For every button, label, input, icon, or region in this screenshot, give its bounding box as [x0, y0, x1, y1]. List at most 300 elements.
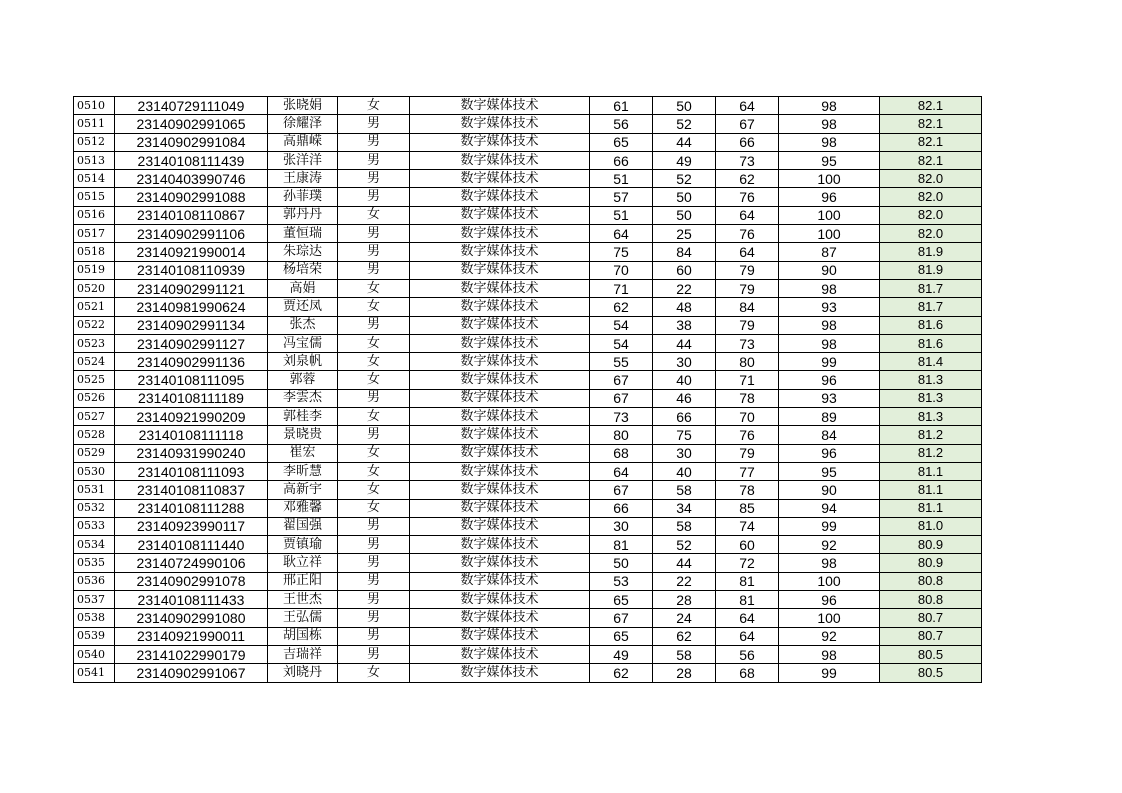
- major-cell: 数字媒体技术: [410, 334, 590, 352]
- student-name-cell: 董恒瑞: [268, 225, 338, 243]
- major-cell: 数字媒体技术: [410, 554, 590, 572]
- student-name-cell: 朱琮达: [268, 243, 338, 261]
- major-cell: 数字媒体技术: [410, 170, 590, 188]
- table-row: [74, 316, 982, 334]
- score-3-cell: 79: [716, 444, 779, 462]
- score-4-cell: 89: [779, 408, 880, 426]
- student-id-cell: 23140108110837: [115, 481, 268, 499]
- score-3-cell: 78: [716, 389, 779, 407]
- total-score-cell: 80.9: [880, 536, 982, 554]
- row-number-cell: 0512: [74, 133, 115, 151]
- gender-cell: 女: [338, 298, 410, 316]
- major-cell: 数字媒体技术: [410, 536, 590, 554]
- major-cell: 数字媒体技术: [410, 517, 590, 535]
- row-number-cell: 0518: [74, 243, 115, 261]
- total-score-cell: 81.3: [880, 389, 982, 407]
- score-1-cell: 65: [590, 591, 653, 609]
- major-cell: 数字媒体技术: [410, 188, 590, 206]
- table-row: [74, 97, 982, 115]
- score-4-cell: 96: [779, 188, 880, 206]
- row-number-cell: 0522: [74, 316, 115, 334]
- score-1-cell: 57: [590, 188, 653, 206]
- total-score-cell: 80.7: [880, 609, 982, 627]
- table-row: [74, 462, 982, 480]
- row-number-cell: 0533: [74, 517, 115, 535]
- student-id-cell: 23140403990746: [115, 170, 268, 188]
- major-cell: 数字媒体技术: [410, 664, 590, 682]
- score-3-cell: 64: [716, 97, 779, 115]
- total-score-cell: 81.1: [880, 499, 982, 517]
- student-name-cell: 贾镇瑜: [268, 536, 338, 554]
- student-name-cell: 张杰: [268, 316, 338, 334]
- score-2-cell: 34: [653, 499, 716, 517]
- student-id-cell: 23140108111440: [115, 536, 268, 554]
- score-4-cell: 96: [779, 371, 880, 389]
- score-4-cell: 100: [779, 170, 880, 188]
- row-number-cell: 0516: [74, 206, 115, 224]
- score-2-cell: 48: [653, 298, 716, 316]
- total-score-cell: 81.3: [880, 371, 982, 389]
- table-row: [74, 645, 982, 663]
- major-cell: 数字媒体技术: [410, 279, 590, 297]
- gender-cell: 女: [338, 462, 410, 480]
- major-cell: 数字媒体技术: [410, 225, 590, 243]
- score-3-cell: 81: [716, 591, 779, 609]
- table-row: [74, 572, 982, 590]
- score-1-cell: 51: [590, 170, 653, 188]
- table-row: [74, 536, 982, 554]
- major-cell: 数字媒体技术: [410, 462, 590, 480]
- student-id-cell: 23141022990179: [115, 645, 268, 663]
- total-score-cell: 81.7: [880, 279, 982, 297]
- major-cell: 数字媒体技术: [410, 499, 590, 517]
- student-name-cell: 刘泉帆: [268, 353, 338, 371]
- total-score-cell: 80.7: [880, 627, 982, 645]
- row-number-cell: 0510: [74, 97, 115, 115]
- gender-cell: 男: [338, 517, 410, 535]
- row-number-cell: 0541: [74, 664, 115, 682]
- score-2-cell: 50: [653, 97, 716, 115]
- gender-cell: 女: [338, 444, 410, 462]
- student-name-cell: 贾还凤: [268, 298, 338, 316]
- score-2-cell: 75: [653, 426, 716, 444]
- score-3-cell: 76: [716, 225, 779, 243]
- gender-cell: 男: [338, 261, 410, 279]
- total-score-cell: 82.1: [880, 97, 982, 115]
- major-cell: 数字媒体技术: [410, 261, 590, 279]
- student-id-cell: 23140902991127: [115, 334, 268, 352]
- gender-cell: 男: [338, 115, 410, 133]
- student-name-cell: 王弘儒: [268, 609, 338, 627]
- student-name-cell: 翟国强: [268, 517, 338, 535]
- student-name-cell: 吉瑞祥: [268, 645, 338, 663]
- student-name-cell: 高新宇: [268, 481, 338, 499]
- score-4-cell: 98: [779, 334, 880, 352]
- student-id-cell: 23140724990106: [115, 554, 268, 572]
- score-4-cell: 84: [779, 426, 880, 444]
- score-4-cell: 98: [779, 554, 880, 572]
- major-cell: 数字媒体技术: [410, 151, 590, 169]
- table-row: [74, 279, 982, 297]
- score-4-cell: 98: [779, 97, 880, 115]
- major-cell: 数字媒体技术: [410, 426, 590, 444]
- student-id-cell: 23140981990624: [115, 298, 268, 316]
- score-2-cell: 30: [653, 353, 716, 371]
- score-1-cell: 80: [590, 426, 653, 444]
- score-3-cell: 84: [716, 298, 779, 316]
- score-3-cell: 64: [716, 206, 779, 224]
- major-cell: 数字媒体技术: [410, 133, 590, 151]
- score-1-cell: 53: [590, 572, 653, 590]
- row-number-cell: 0520: [74, 279, 115, 297]
- total-score-cell: 81.2: [880, 444, 982, 462]
- score-1-cell: 67: [590, 389, 653, 407]
- table-row: [74, 151, 982, 169]
- row-number-cell: 0530: [74, 462, 115, 480]
- student-id-cell: 23140902991088: [115, 188, 268, 206]
- gender-cell: 男: [338, 645, 410, 663]
- score-2-cell: 49: [653, 151, 716, 169]
- student-id-cell: 23140921990014: [115, 243, 268, 261]
- gender-cell: 女: [338, 664, 410, 682]
- score-2-cell: 60: [653, 261, 716, 279]
- table-row: [74, 517, 982, 535]
- table-row: [74, 298, 982, 316]
- student-name-cell: 郭丹丹: [268, 206, 338, 224]
- gender-cell: 女: [338, 97, 410, 115]
- gender-cell: 女: [338, 481, 410, 499]
- score-3-cell: 66: [716, 133, 779, 151]
- score-3-cell: 60: [716, 536, 779, 554]
- table-row: [74, 353, 982, 371]
- major-cell: 数字媒体技术: [410, 316, 590, 334]
- score-4-cell: 98: [779, 279, 880, 297]
- total-score-cell: 81.4: [880, 353, 982, 371]
- score-3-cell: 79: [716, 279, 779, 297]
- table-row: [74, 170, 982, 188]
- student-id-cell: 23140921990209: [115, 408, 268, 426]
- student-name-cell: 张洋洋: [268, 151, 338, 169]
- total-score-cell: 81.9: [880, 243, 982, 261]
- total-score-cell: 81.6: [880, 316, 982, 334]
- score-2-cell: 22: [653, 572, 716, 590]
- score-2-cell: 38: [653, 316, 716, 334]
- table-row: [74, 627, 982, 645]
- score-1-cell: 73: [590, 408, 653, 426]
- student-name-cell: 张晓娟: [268, 97, 338, 115]
- major-cell: 数字媒体技术: [410, 481, 590, 499]
- table-row: [74, 389, 982, 407]
- table-row: [74, 225, 982, 243]
- student-name-cell: 景晓贵: [268, 426, 338, 444]
- score-3-cell: 72: [716, 554, 779, 572]
- gender-cell: 男: [338, 554, 410, 572]
- total-score-cell: 82.1: [880, 133, 982, 151]
- student-id-cell: 23140902991121: [115, 279, 268, 297]
- student-name-cell: 李昕慧: [268, 462, 338, 480]
- major-cell: 数字媒体技术: [410, 243, 590, 261]
- gender-cell: 女: [338, 206, 410, 224]
- score-2-cell: 44: [653, 334, 716, 352]
- table-row: [74, 591, 982, 609]
- score-2-cell: 44: [653, 133, 716, 151]
- score-2-cell: 52: [653, 536, 716, 554]
- total-score-cell: 81.1: [880, 481, 982, 499]
- major-cell: 数字媒体技术: [410, 645, 590, 663]
- score-3-cell: 79: [716, 316, 779, 334]
- student-id-cell: 23140902991078: [115, 572, 268, 590]
- row-number-cell: 0532: [74, 499, 115, 517]
- gender-cell: 女: [338, 371, 410, 389]
- total-score-cell: 80.8: [880, 591, 982, 609]
- gender-cell: 男: [338, 170, 410, 188]
- total-score-cell: 82.0: [880, 206, 982, 224]
- score-1-cell: 75: [590, 243, 653, 261]
- score-1-cell: 51: [590, 206, 653, 224]
- total-score-cell: 81.9: [880, 261, 982, 279]
- score-1-cell: 64: [590, 462, 653, 480]
- student-name-cell: 邢正阳: [268, 572, 338, 590]
- table-row: [74, 334, 982, 352]
- student-name-cell: 王康涛: [268, 170, 338, 188]
- student-id-cell: 23140108111093: [115, 462, 268, 480]
- row-number-cell: 0517: [74, 225, 115, 243]
- major-cell: 数字媒体技术: [410, 298, 590, 316]
- score-4-cell: 98: [779, 645, 880, 663]
- student-name-cell: 崔宏: [268, 444, 338, 462]
- gender-cell: 男: [338, 627, 410, 645]
- table-row: [74, 408, 982, 426]
- student-id-cell: 23140902991136: [115, 353, 268, 371]
- row-number-cell: 0534: [74, 536, 115, 554]
- gender-cell: 女: [338, 408, 410, 426]
- score-1-cell: 56: [590, 115, 653, 133]
- total-score-cell: 80.8: [880, 572, 982, 590]
- gender-cell: 男: [338, 151, 410, 169]
- row-number-cell: 0537: [74, 591, 115, 609]
- score-3-cell: 68: [716, 664, 779, 682]
- row-number-cell: 0540: [74, 645, 115, 663]
- score-1-cell: 67: [590, 609, 653, 627]
- major-cell: 数字媒体技术: [410, 389, 590, 407]
- score-1-cell: 55: [590, 353, 653, 371]
- score-4-cell: 99: [779, 664, 880, 682]
- major-cell: 数字媒体技术: [410, 627, 590, 645]
- gender-cell: 男: [338, 572, 410, 590]
- row-number-cell: 0524: [74, 353, 115, 371]
- score-1-cell: 66: [590, 151, 653, 169]
- gender-cell: 男: [338, 389, 410, 407]
- student-id-cell: 23140108111095: [115, 371, 268, 389]
- student-name-cell: 徐耀泽: [268, 115, 338, 133]
- gender-cell: 女: [338, 499, 410, 517]
- score-2-cell: 46: [653, 389, 716, 407]
- gender-cell: 男: [338, 316, 410, 334]
- student-id-cell: 23140108111439: [115, 151, 268, 169]
- student-id-cell: 23140902991065: [115, 115, 268, 133]
- score-2-cell: 62: [653, 627, 716, 645]
- score-3-cell: 80: [716, 353, 779, 371]
- score-2-cell: 58: [653, 481, 716, 499]
- major-cell: 数字媒体技术: [410, 97, 590, 115]
- row-number-cell: 0531: [74, 481, 115, 499]
- table-row: [74, 481, 982, 499]
- score-2-cell: 58: [653, 517, 716, 535]
- score-2-cell: 66: [653, 408, 716, 426]
- row-number-cell: 0521: [74, 298, 115, 316]
- student-name-cell: 刘晓丹: [268, 664, 338, 682]
- student-id-cell: 23140902991106: [115, 225, 268, 243]
- score-3-cell: 64: [716, 627, 779, 645]
- major-cell: 数字媒体技术: [410, 115, 590, 133]
- total-score-cell: 82.1: [880, 151, 982, 169]
- score-1-cell: 50: [590, 554, 653, 572]
- total-score-cell: 82.1: [880, 115, 982, 133]
- student-name-cell: 杨培荣: [268, 261, 338, 279]
- student-id-cell: 23140921990011: [115, 627, 268, 645]
- major-cell: 数字媒体技术: [410, 206, 590, 224]
- table-row: [74, 261, 982, 279]
- major-cell: 数字媒体技术: [410, 591, 590, 609]
- score-4-cell: 99: [779, 353, 880, 371]
- major-cell: 数字媒体技术: [410, 572, 590, 590]
- score-1-cell: 71: [590, 279, 653, 297]
- table-row: [74, 371, 982, 389]
- gender-cell: 女: [338, 353, 410, 371]
- student-name-cell: 孙菲璞: [268, 188, 338, 206]
- total-score-cell: 82.0: [880, 188, 982, 206]
- student-id-cell: 23140902991080: [115, 609, 268, 627]
- score-4-cell: 95: [779, 151, 880, 169]
- score-3-cell: 71: [716, 371, 779, 389]
- gender-cell: 女: [338, 334, 410, 352]
- gender-cell: 男: [338, 188, 410, 206]
- student-id-cell: 23140108110867: [115, 206, 268, 224]
- score-3-cell: 64: [716, 609, 779, 627]
- score-1-cell: 65: [590, 133, 653, 151]
- total-score-cell: 80.5: [880, 645, 982, 663]
- student-id-cell: 23140923990117: [115, 517, 268, 535]
- total-score-cell: 81.1: [880, 462, 982, 480]
- row-number-cell: 0527: [74, 408, 115, 426]
- student-name-cell: 郭蓉: [268, 371, 338, 389]
- row-number-cell: 0539: [74, 627, 115, 645]
- row-number-cell: 0515: [74, 188, 115, 206]
- major-cell: 数字媒体技术: [410, 353, 590, 371]
- score-3-cell: 56: [716, 645, 779, 663]
- score-3-cell: 70: [716, 408, 779, 426]
- score-1-cell: 54: [590, 334, 653, 352]
- table-row: [74, 188, 982, 206]
- student-id-cell: 23140902991067: [115, 664, 268, 682]
- score-1-cell: 81: [590, 536, 653, 554]
- student-name-cell: 高娟: [268, 279, 338, 297]
- score-4-cell: 98: [779, 133, 880, 151]
- row-number-cell: 0525: [74, 371, 115, 389]
- gender-cell: 男: [338, 225, 410, 243]
- score-4-cell: 96: [779, 591, 880, 609]
- score-3-cell: 64: [716, 243, 779, 261]
- table-row: [74, 664, 982, 682]
- score-2-cell: 40: [653, 371, 716, 389]
- score-4-cell: 92: [779, 627, 880, 645]
- row-number-cell: 0511: [74, 115, 115, 133]
- score-1-cell: 68: [590, 444, 653, 462]
- student-id-cell: 23140108111118: [115, 426, 268, 444]
- gender-cell: 男: [338, 133, 410, 151]
- gender-cell: 女: [338, 279, 410, 297]
- score-2-cell: 24: [653, 609, 716, 627]
- score-3-cell: 77: [716, 462, 779, 480]
- score-1-cell: 61: [590, 97, 653, 115]
- score-1-cell: 64: [590, 225, 653, 243]
- score-3-cell: 74: [716, 517, 779, 535]
- table-row: [74, 426, 982, 444]
- table-row: [74, 554, 982, 572]
- gender-cell: 男: [338, 243, 410, 261]
- score-3-cell: 76: [716, 188, 779, 206]
- score-2-cell: 44: [653, 554, 716, 572]
- table-row: [74, 206, 982, 224]
- row-number-cell: 0528: [74, 426, 115, 444]
- gender-cell: 男: [338, 591, 410, 609]
- major-cell: 数字媒体技术: [410, 609, 590, 627]
- table-row: [74, 499, 982, 517]
- score-1-cell: 70: [590, 261, 653, 279]
- score-2-cell: 25: [653, 225, 716, 243]
- student-name-cell: 李雲杰: [268, 389, 338, 407]
- row-number-cell: 0513: [74, 151, 115, 169]
- score-1-cell: 62: [590, 664, 653, 682]
- score-4-cell: 87: [779, 243, 880, 261]
- total-score-cell: 81.7: [880, 298, 982, 316]
- gender-cell: 男: [338, 609, 410, 627]
- student-name-cell: 郭桂李: [268, 408, 338, 426]
- total-score-cell: 82.0: [880, 170, 982, 188]
- score-4-cell: 90: [779, 481, 880, 499]
- row-number-cell: 0519: [74, 261, 115, 279]
- row-number-cell: 0535: [74, 554, 115, 572]
- student-name-cell: 冯宝儒: [268, 334, 338, 352]
- student-id-cell: 23140108111433: [115, 591, 268, 609]
- score-2-cell: 50: [653, 206, 716, 224]
- student-id-cell: 23140931990240: [115, 444, 268, 462]
- score-1-cell: 49: [590, 645, 653, 663]
- score-2-cell: 52: [653, 170, 716, 188]
- total-score-cell: 82.0: [880, 225, 982, 243]
- row-number-cell: 0526: [74, 389, 115, 407]
- total-score-cell: 80.5: [880, 664, 982, 682]
- score-3-cell: 67: [716, 115, 779, 133]
- score-4-cell: 100: [779, 572, 880, 590]
- student-name-cell: 耿立祥: [268, 554, 338, 572]
- major-cell: 数字媒体技术: [410, 408, 590, 426]
- score-4-cell: 96: [779, 444, 880, 462]
- student-id-cell: 23140902991084: [115, 133, 268, 151]
- score-4-cell: 93: [779, 389, 880, 407]
- score-2-cell: 30: [653, 444, 716, 462]
- score-table-body: [74, 97, 982, 683]
- score-2-cell: 58: [653, 645, 716, 663]
- score-4-cell: 90: [779, 261, 880, 279]
- score-2-cell: 52: [653, 115, 716, 133]
- score-3-cell: 62: [716, 170, 779, 188]
- score-3-cell: 73: [716, 334, 779, 352]
- student-id-cell: 23140108110939: [115, 261, 268, 279]
- score-3-cell: 85: [716, 499, 779, 517]
- score-3-cell: 76: [716, 426, 779, 444]
- total-score-cell: 81.6: [880, 334, 982, 352]
